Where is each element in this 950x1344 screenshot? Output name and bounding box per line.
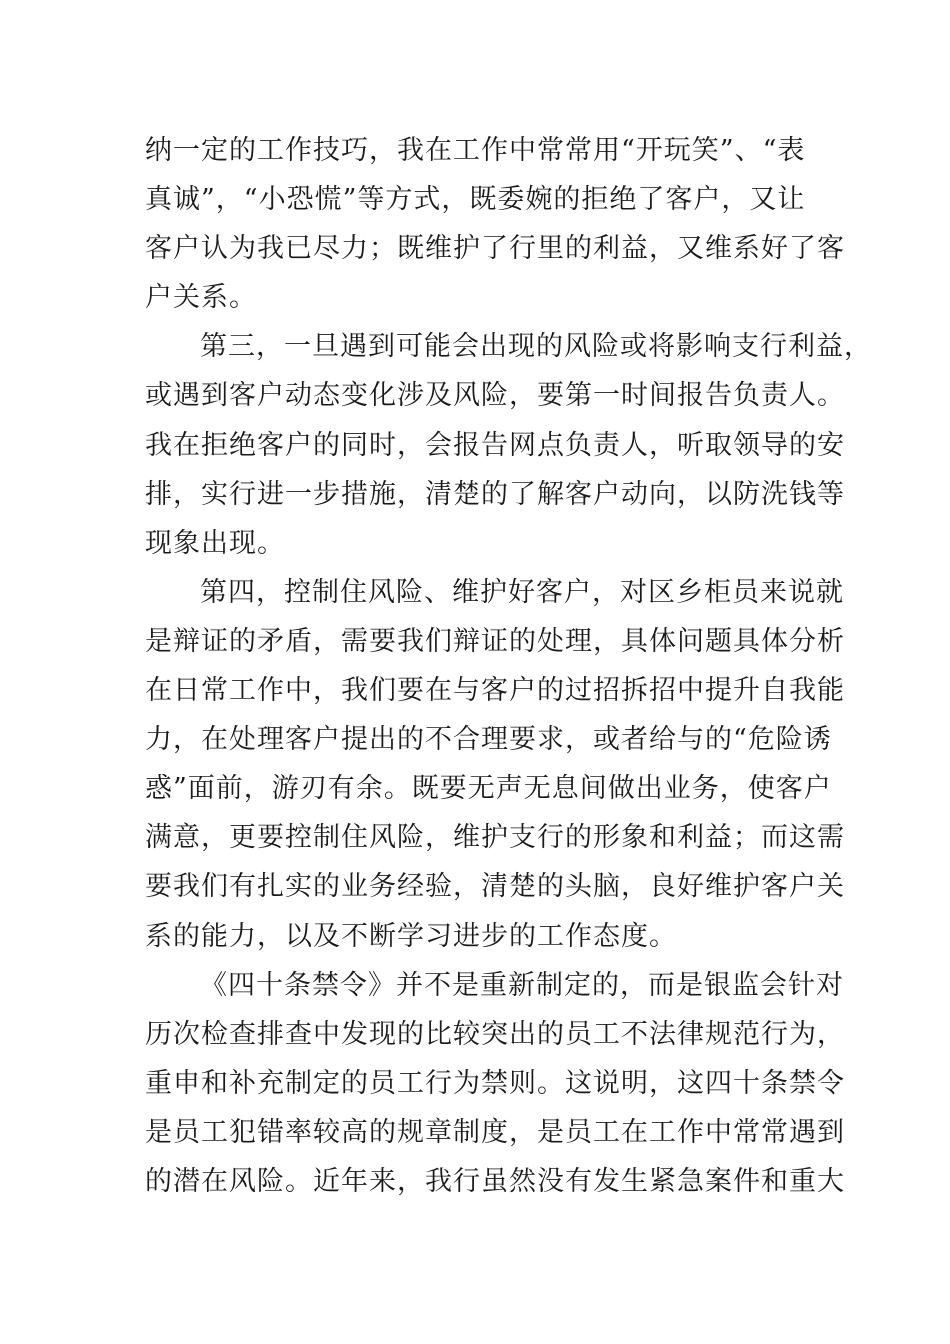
text-line: 的潜在风险。近年来，我行虽然没有发生紧急案件和重大 xyxy=(145,1165,845,1197)
text-line: 客户认为我已尽力；既维护了行里的利益，又维系好了客 xyxy=(145,233,845,265)
paragraph-4 xyxy=(145,961,845,1206)
text-line: 纳一定的工作技巧，我在工作中常常用“开玩笑”、“表 xyxy=(145,135,806,166)
text-line: 重申和补充制定的员工行为禁则。这说明，这四十条禁令 xyxy=(145,1067,845,1099)
text-line: 我在拒绝客户的同时，会报告网点负责人，听取领导的安 xyxy=(145,429,845,461)
text-line: 力，在处理客户提出的不合理要求，或者给与的“危险诱 xyxy=(145,724,832,756)
text-line: 排，实行进一步措施，清楚的了解客户动向，以防洗钱等 xyxy=(145,478,845,510)
text-line: 《四十条禁令》并不是重新制定的，而是银监会针对 xyxy=(200,969,844,1001)
text-line: 第四，控制住风险、维护好客户，对区乡柜员来说就 xyxy=(200,576,844,608)
text-line: 满意，更要控制住风险，维护支行的形象和利益；而这需 xyxy=(145,822,845,854)
paragraph-3 xyxy=(145,568,845,961)
text-line: 是员工犯错率较高的规章制度，是员工在工作中常常遇到 xyxy=(145,1116,845,1148)
paragraph-2 xyxy=(145,322,872,567)
body-text xyxy=(145,126,872,1206)
text-line: 户关系。 xyxy=(145,282,257,314)
text-line: 现象出现。 xyxy=(145,527,285,559)
paragraph-1 xyxy=(145,126,845,322)
text-line: 真诚”，“小恐慌”等方式，既委婉的拒绝了客户，又让 xyxy=(145,184,806,216)
text-line: 要我们有扎实的业务经验，清楚的头脑，良好维护客户关 xyxy=(145,871,845,903)
text-line: 是辩证的矛盾，需要我们辩证的处理，具体问题具体分析 xyxy=(145,625,845,657)
text-line: 惑”面前，游刃有余。既要无声无息间做出业务，使客户 xyxy=(145,773,832,805)
text-line: 或遇到客户动态变化涉及风险，要第一时间报告负责人。 xyxy=(145,380,845,412)
text-line: 系的能力，以及不断学习进步的工作态度。 xyxy=(145,920,677,952)
text-line: 在日常工作中，我们要在与客户的过招拆招中提升自我能 xyxy=(145,675,845,707)
text-line: 第三，一旦遇到可能会出现的风险或将影响支行利益， xyxy=(200,331,872,363)
text-line: 历次检查排查中发现的比较突出的员工不法律规范行为， xyxy=(145,1018,845,1050)
